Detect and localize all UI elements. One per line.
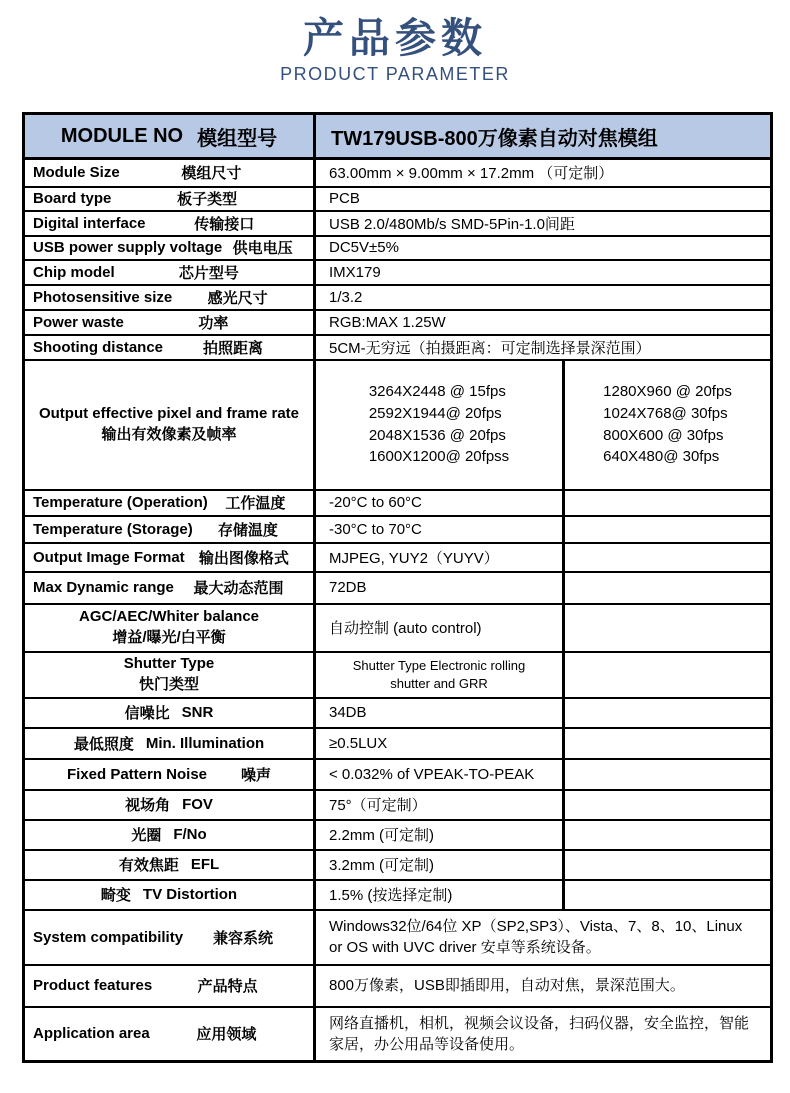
label-en: Temperature (Storage) [33,520,193,538]
spec-row-power-waste [24,310,772,335]
empty-cell [564,516,772,543]
label-zh: 噪声 [241,766,272,784]
spec-label [24,211,315,236]
label-en: Max Dynamic range [33,579,174,596]
spec-label [24,572,315,604]
spec-value: 3.2mm (可定制) [315,850,564,880]
spec-row-agc-aec-wb [24,604,772,652]
empty-cell [564,790,772,820]
spec-row-system-compatibility [24,910,772,965]
spec-value: IMX179 [315,260,772,285]
label-zh: 功率 [198,314,229,332]
spec-label [24,604,315,652]
spec-row-product-features [24,965,772,1007]
spec-row-max-dynamic-range [24,572,772,604]
label-zh: 传输接口 [194,215,255,233]
empty-cell [564,820,772,850]
spec-value: 63.00mm × 9.00mm × 17.2mm （可定制） [315,159,772,187]
spec-row-efl [24,850,772,880]
label-en: Shooting distance [33,338,164,356]
resolution-list-b [564,360,772,490]
label-en: Product features [33,977,153,994]
label-en: Output effective pixel and frame rate [38,405,300,423]
header-module-no-zh: 模组型号 [197,127,278,150]
table-header-row [24,114,772,159]
spec-row-snr [24,698,772,728]
label-en: SNR [181,704,214,721]
spec-value: USB 2.0/480Mb/s SMD-5Pin-1.0间距 [315,211,772,236]
empty-cell [564,728,772,759]
label-en: EFL [190,856,220,873]
label-zh: 快门类型 [138,675,199,693]
resolution-item: 800X600 @ 30fps [603,426,724,444]
label-zh: 感光尺寸 [207,289,268,307]
resolution-item: 1600X1200@ 20fpss [368,448,510,466]
label-zh: 信噪比 [124,705,170,722]
empty-cell [564,652,772,698]
header-module-no-en: MODULE NO [60,124,184,147]
resolution-item: 2592X1944@ 20fps [368,404,502,422]
spec-value: 34DB [315,698,564,728]
empty-cell [564,572,772,604]
resolution-item: 1280X960 @ 20fps [603,383,732,400]
spec-row-fov [24,790,772,820]
label-zh: 工作温度 [225,495,286,512]
spec-row-output-pixels [24,360,772,490]
spec-label [24,543,315,572]
label-zh: 产品特点 [197,978,258,995]
label-zh: 兼容系统 [213,929,274,947]
label-zh: 应用领域 [196,1026,257,1044]
spec-value: PCB [315,187,772,211]
label-en: Digital interface [33,214,146,232]
spec-row-usb-power [24,236,772,260]
label-en: Power waste [33,313,124,331]
spec-label [24,236,315,260]
label-zh: 输出有效像素及帧率 [101,425,237,443]
label-en: F/No [173,826,207,843]
label-zh: 视场角 [125,797,171,814]
spec-label [24,759,315,790]
spec-table [22,112,773,1063]
label-zh: 最低照度 [73,735,134,753]
resolution-item: 1024X768@ 30fps [603,404,728,422]
empty-cell [564,490,772,516]
spec-row-temp-operation [24,490,772,516]
spec-label [24,728,315,759]
spec-label [24,790,315,820]
value-line: shutter and GRR [390,675,488,691]
spec-value: 800万像素，USB即插即用，自动对焦，景深范围大。 [315,965,772,1007]
spec-label [24,965,315,1007]
label-en: Application area [33,1025,150,1043]
spec-label [24,260,315,285]
spec-label [24,850,315,880]
spec-value [315,652,564,698]
spec-row-chip-model [24,260,772,285]
empty-cell [564,604,772,652]
title-block [0,16,790,85]
spec-value: ≥0.5LUX [315,728,564,759]
spec-value: -20°C to 60°C [315,490,564,516]
spec-value: 5CM-无穷远（拍摄距离：可定制选择景深范围） [315,335,772,360]
label-en: Photosensitive size [33,288,173,306]
spec-row-temp-storage [24,516,772,543]
empty-cell [564,698,772,728]
label-en: Temperature (Operation) [33,494,208,511]
resolution-item: 3264X2448 @ 15fps [368,383,506,400]
label-en: FOV [182,796,213,813]
spec-label [24,187,315,211]
header-model-name: TW179USB-800万像素自动对焦模组 [315,114,772,159]
spec-value: 1/3.2 [315,285,772,310]
label-en: Shutter Type [123,655,215,673]
spec-label [24,516,315,543]
spec-label [24,820,315,850]
spec-value: RGB:MAX 1.25W [315,310,772,335]
label-en: AGC/AEC/Whiter balance [78,608,260,626]
label-en: Chip model [33,263,115,281]
spec-row-fixed-pattern-noise [24,759,772,790]
spec-value: Windows32位/64位 XP（SP2,SP3）、Vista、7、8、10、Linux or OS with UVC driver 安卓等系统设备。 [315,910,772,965]
spec-row-shooting-distance [24,335,772,360]
spec-row-board-type [24,187,772,211]
spec-value: MJPEG, YUY2（YUYV） [315,543,564,572]
label-zh: 供电电压 [232,240,293,257]
label-zh: 增益/曝光/白平衡 [112,628,226,646]
spec-label [24,910,315,965]
spec-value: 1.5% (按选择定制) [315,880,564,910]
resolution-list-a [315,360,564,490]
spec-label [24,880,315,910]
header-module-no-cell [24,114,315,159]
spec-label [24,652,315,698]
spec-value: 2.2mm (可定制) [315,820,564,850]
spec-value: 网络直播机，相机，视频会议设备，扫码仪器，安全监控，智能家居，办公用品等设备使用。 [315,1007,772,1062]
empty-cell [564,880,772,910]
label-en: System compatibility [33,928,184,946]
spec-label [24,159,315,187]
spec-row-fno [24,820,772,850]
spec-label [24,310,315,335]
label-en: Board type [33,190,112,207]
spec-label [24,335,315,360]
label-en: USB power supply voltage [33,239,223,256]
empty-cell [564,543,772,572]
spec-value: 72DB [315,572,564,604]
spec-label [24,1007,315,1062]
label-zh: 模组尺寸 [181,165,242,183]
resolution-item: 2048X1536 @ 20fps [368,426,506,444]
spec-label [24,360,315,490]
label-zh: 拍照距离 [203,339,264,357]
label-zh: 输出图像格式 [198,549,289,567]
label-zh: 最大动态范围 [193,580,284,597]
spec-row-application-area [24,1007,772,1062]
label-en: Fixed Pattern Noise [66,765,208,783]
label-zh: 光圈 [131,827,162,844]
spec-value: -30°C to 70°C [315,516,564,543]
empty-cell [564,759,772,790]
spec-row-photosensitive-size [24,285,772,310]
spec-label [24,285,315,310]
resolution-item: 640X480@ 30fps [603,448,720,466]
spec-row-shutter-type [24,652,772,698]
spec-label [24,698,315,728]
label-en: Output Image Format [33,548,185,566]
spec-label [24,490,315,516]
spec-row-output-image-format [24,543,772,572]
label-en: Min. Illumination [145,734,265,752]
label-zh: 有效焦距 [118,857,179,874]
spec-row-min-illumination [24,728,772,759]
label-en: Module Size [33,164,120,182]
spec-row-tv-distortion [24,880,772,910]
label-en: TV Distortion [142,886,238,903]
label-zh: 畸变 [100,887,131,904]
empty-cell [564,850,772,880]
spec-value: 自动控制 (auto control) [315,604,564,652]
value-line: Shutter Type Electronic rolling [352,657,526,673]
spec-row-module-size [24,159,772,187]
spec-row-digital-interface [24,211,772,236]
page-title: 产品参数 [303,15,487,61]
spec-value: < 0.032% of VPEAK-TO-PEAK [315,759,564,790]
spec-value: DC5V±5% [315,236,772,260]
label-zh: 芯片型号 [178,264,239,282]
label-zh: 板子类型 [177,191,238,208]
spec-value: 75°（可定制） [315,790,564,820]
page-subtitle: PRODUCT PARAMETER [280,64,510,85]
label-zh: 存储温度 [217,521,278,539]
